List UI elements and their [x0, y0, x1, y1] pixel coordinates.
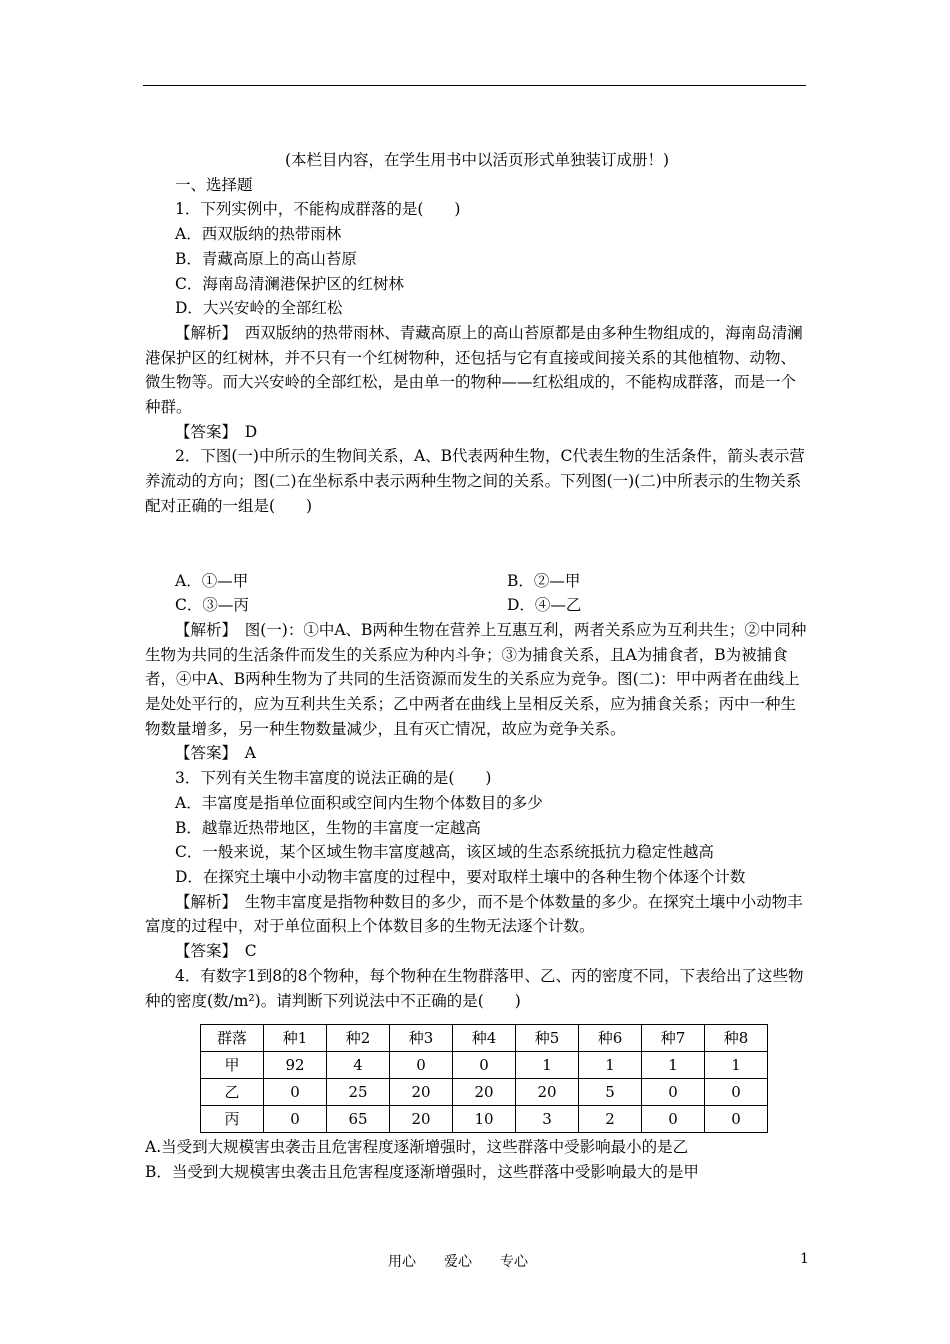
q3-option-a: A．丰富度是指单位面积或空间内生物个体数目的多少	[175, 793, 543, 812]
table-cell: 0	[642, 1079, 705, 1106]
table-header-cell: 种7	[642, 1025, 705, 1052]
q4-stem: 4．有数字1到8的8个物种，每个物种在生物群落甲、乙、丙的密度不同，下表给出了这些物种的密度(数/m²)。请判断下列说法中不正确的是( )	[145, 966, 804, 1010]
table-cell: 20	[453, 1079, 516, 1106]
table-row	[201, 1052, 768, 1079]
header-rule	[143, 85, 806, 86]
table-cell: 3	[516, 1106, 579, 1133]
table-header-cell: 种4	[453, 1025, 516, 1052]
q2-option-b: B．②—甲	[507, 571, 581, 590]
q1-option-a: A．西双版纳的热带雨林	[175, 225, 342, 244]
table-row	[201, 1106, 768, 1133]
document-body	[145, 148, 809, 1185]
table-cell: 丙	[201, 1106, 264, 1133]
q2-stem: 2．下图(一)中所示的生物间关系，A、B代表两种生物，C代表生物的生活条件，箭头表示营养流动的方向；图(二)在坐标系中表示两种生物之间的关系。下列图(一)(二)中所表示的生物关系配对正确的一组是( )	[145, 447, 805, 515]
table-header-cell: 群落	[201, 1025, 264, 1052]
q1-stem: 1．下列实例中，不能构成群落的是( )	[175, 200, 461, 219]
q2-option-d: D．④—乙	[507, 596, 582, 615]
table-header-cell: 种1	[264, 1025, 327, 1052]
q1-analysis: 【解析】 西双版纳的热带雨林、青藏高原上的高山苔原都是由多种生物组成的，海南岛清澜港保护区的红树林，并不只有一个红树物种，还包括与它有直接或间接关系的其他植物、动物、微生物等。而大兴安岭的全部红松，是由单一的物种——红松组成的，不能构成群落，而是一个种群。	[145, 323, 803, 417]
q3-option-d: D．在探究土壤中小动物丰富度的过程中，要对取样土壤中的各种生物个体逐个计数	[175, 867, 746, 886]
table-cell: 2	[579, 1106, 642, 1133]
table-cell: 0	[705, 1079, 768, 1106]
table-cell: 20	[516, 1079, 579, 1106]
q2-answer: 【答案】 A	[175, 744, 256, 763]
table-cell: 4	[327, 1052, 390, 1079]
table-cell: 乙	[201, 1079, 264, 1106]
q3-option-b: B．越靠近热带地区，生物的丰富度一定越高	[175, 818, 481, 837]
table-cell: 1	[705, 1052, 768, 1079]
table-row	[201, 1079, 768, 1106]
table-cell: 92	[264, 1052, 327, 1079]
q4-option-a: A.当受到大规模害虫袭击且危害程度逐渐增强时，这些群落中受影响最小的是乙	[145, 1138, 689, 1157]
q2-figure-space	[145, 519, 809, 569]
table-cell: 0	[642, 1106, 705, 1133]
q4-option-b: B．当受到大规模害虫袭击且危害程度逐渐增强时，这些群落中受影响最大的是甲	[145, 1162, 699, 1181]
q3-analysis: 【解析】 生物丰富度是指物种数目的多少，而不是个体数量的多少。在探究土壤中小动物丰富度的过程中，对于单位面积上个体数目多的生物无法逐个计数。	[145, 892, 803, 936]
header-note: (本栏目内容，在学生用书中以活页形式单独装订成册！)	[284, 151, 670, 169]
table-header-cell: 种5	[516, 1025, 579, 1052]
table-cell: 1	[642, 1052, 705, 1079]
table-header-cell: 种6	[579, 1025, 642, 1052]
table-cell: 1	[579, 1052, 642, 1079]
section-title: 一、选择题	[175, 175, 253, 194]
q2-option-c: C．③—丙	[175, 596, 249, 615]
table-cell: 1	[516, 1052, 579, 1079]
q3-stem: 3．下列有关生物丰富度的说法正确的是( )	[175, 769, 492, 788]
table-cell: 20	[390, 1079, 453, 1106]
table-header-cell: 种3	[390, 1025, 453, 1052]
table-cell: 0	[264, 1079, 327, 1106]
q1-option-c: C．海南岛清澜港保护区的红树林	[175, 274, 404, 293]
q1-option-d: D．大兴安岭的全部红松	[175, 299, 343, 318]
table-cell: 20	[390, 1106, 453, 1133]
table-cell: 10	[453, 1106, 516, 1133]
page-number: 1	[800, 1251, 809, 1267]
table-header-row	[201, 1025, 768, 1052]
table-header-cell: 种2	[327, 1025, 390, 1052]
q2-options-row-1	[145, 569, 809, 594]
q3-option-c: C．一般来说，某个区域生物丰富度越高，该区域的生态系统抵抗力稳定性越高	[175, 843, 714, 862]
table-cell: 0	[264, 1106, 327, 1133]
table-cell: 0	[390, 1052, 453, 1079]
q2-options-row-2	[145, 593, 809, 618]
table-cell: 65	[327, 1106, 390, 1133]
density-table	[200, 1024, 768, 1133]
table-cell: 25	[327, 1079, 390, 1106]
table-cell: 5	[579, 1079, 642, 1106]
q2-analysis: 【解析】 图(一)：①中A、B两种生物在营养上互惠互利，两者关系应为互利共生；②中同种生物为共同的生活条件而发生的关系应为种内斗争；③为捕食关系，且A为捕食者，B为被捕食者，④中A、B两种生物为了共同的生活资源而发生的关系应为竞争。图(二)：甲中两者在曲线上是处处平行的，应为互利共生关系；乙中两者在曲线上呈相反关系，应为捕食关系；丙中一种生物数量增多，另一种生物数量减少，且有灭亡情况，故应为竞争关系。	[145, 620, 807, 738]
table-cell: 0	[453, 1052, 516, 1079]
table-cell: 甲	[201, 1052, 264, 1079]
q3-answer: 【答案】 C	[175, 942, 257, 961]
q1-option-b: B．青藏高原上的高山苔原	[175, 249, 357, 268]
footer-motto: 用心 爱心 专心	[388, 1254, 528, 1270]
q2-option-a: A．①—甲	[175, 571, 249, 590]
table-cell: 0	[705, 1106, 768, 1133]
table-header-cell: 种8	[705, 1025, 768, 1052]
q1-answer: 【答案】 D	[175, 422, 258, 441]
